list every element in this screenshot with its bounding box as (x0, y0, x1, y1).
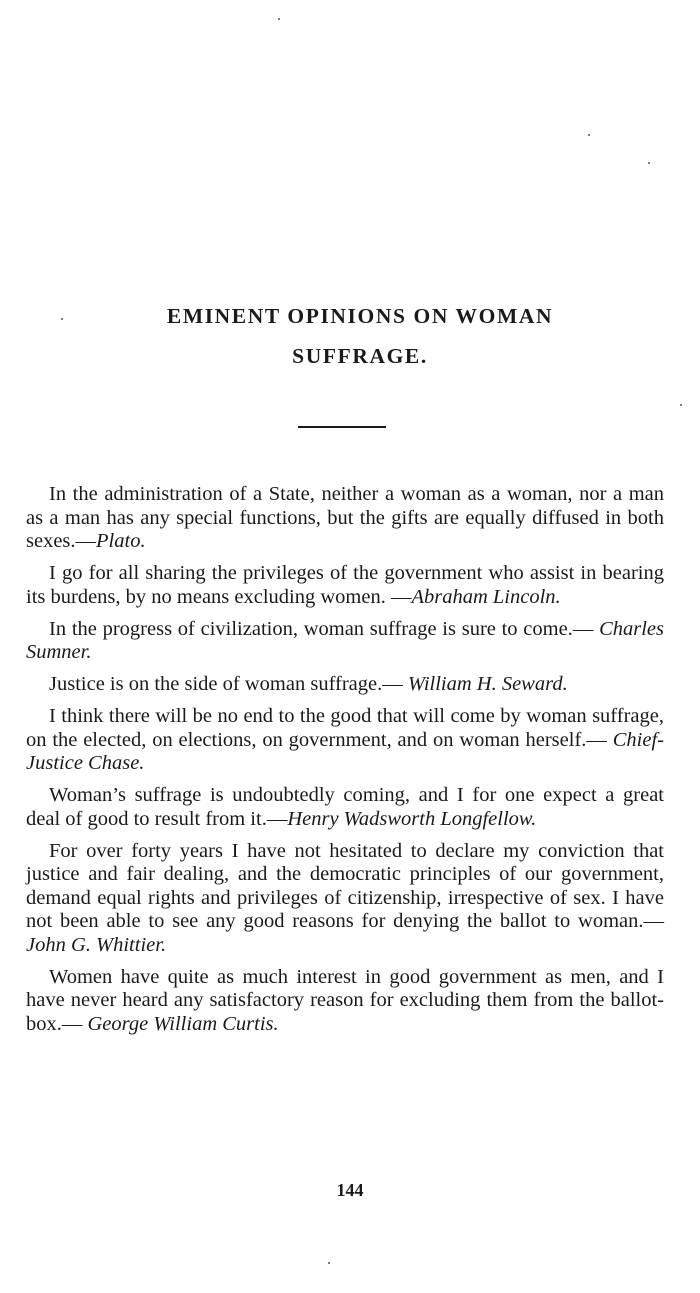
scan-speck (328, 1262, 330, 1264)
quote-text: Women have quite as much interest in good government as men, and I have never heard any satisfactory reason for excluding them from the ballot-box. (26, 965, 664, 1035)
quote-text: Woman’s suffrage is undoubtedly coming, and I for one expect a great deal of good to result from it. (26, 784, 664, 830)
scan-speck (588, 134, 590, 136)
quote-seward: Justice is on the side of woman suffrage.— William H. Seward. (49, 673, 568, 695)
quote-author: Abraham Lincoln. (411, 585, 561, 608)
quote-sumner: In the progress of civilization, woman suffrage is sure to come.— Charles Sumner. (26, 617, 664, 663)
quote-author: Plato. (96, 530, 146, 552)
scan-speck (278, 18, 280, 20)
quote-text: I go for all sharing the privileges of the government who assist in bearing its burdens, by no means excluding women. (26, 562, 664, 608)
quote-text: In the administration of a State, neither a woman as a woman, nor a man as a man has any special functions, but the gifts are equally diffused in both sexes. (26, 483, 664, 552)
quote-longfellow: Woman’s suffrage is undoubtedly coming, and I for one expect a great deal of good to result from it.—Henry Wadsworth Longfellow. (26, 784, 664, 830)
quote-lincoln: I go for all sharing the privileges of the government who assist in bearing its burdens, by no means excluding women. —Abraham Lincoln. (26, 562, 664, 608)
quote-whittier: For over forty years I have not hesitated to declare my conviction that justice and fair dealing, and the democratic principles of our government, demand equal rights and privileges of citizenship, irrespective of sex. I have not been able to see any good reasons for denying the ballot to woman.— John G. Whittier. (26, 839, 664, 956)
quote-text: In the progress of civilization, woman suffrage is sure to come. (49, 617, 573, 640)
quote-author: George William Curtis. (87, 1012, 279, 1035)
scan-speck (61, 318, 63, 320)
quote-chase: I think there will be no end to the good that will come by woman suffrage, on the elected, on elections, on government, and on woman herself.— Chief-Justice Chase. (26, 705, 664, 774)
quote-author: John G. Whittier. (26, 933, 167, 956)
heading-line-1: EMINENT OPINIONS ON WOMAN (166, 304, 554, 328)
quote-author: William H. Seward. (407, 673, 568, 695)
scan-speck (680, 404, 682, 406)
quote-text: Justice is on the side of woman suffrage. (49, 673, 383, 695)
quote-author: Chief-Justice Chase. (26, 728, 664, 774)
quote-curtis: Women have quite as much interest in good government as men, and I have never heard any satisfactory reason for excluding them from the ballot-box.— George William Curtis. (26, 965, 664, 1035)
quote-author: Charles Sumner. (26, 617, 664, 663)
quote-plato: In the administration of a State, neither a woman as a woman, nor a man as a man has any special functions, but the gifts are equally diffused in both sexes.—Plato. (26, 483, 664, 552)
scan-speck (648, 162, 650, 164)
quote-text: For over forty years I have not hesitated to declare my conviction that justice and fair dealing, and the democratic principles of our government, demand equal rights and privileges of citizenship, irrespective of sex. I have not been able to see any good reasons for denying the ballot to woman. (26, 839, 664, 932)
quotes-body (26, 483, 664, 1045)
heading-line-2: SUFFRAGE. (292, 344, 428, 368)
page-number: 144 (336, 1180, 364, 1200)
quote-author: Henry Wadsworth Longfellow. (287, 807, 537, 830)
quote-text: I think there will be no end to the good that will come by woman suffrage, on the elected, on elections, on government, and on woman herself. (26, 705, 664, 751)
page-heading (60, 296, 660, 376)
heading-rule (298, 426, 386, 428)
